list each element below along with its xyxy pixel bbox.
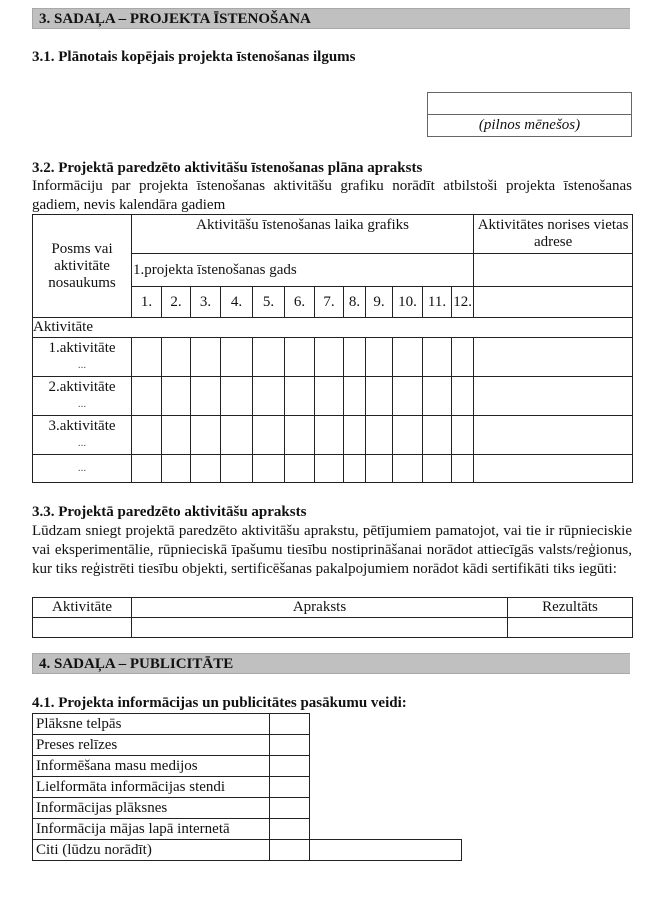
activity-name-cell[interactable] — [33, 338, 132, 377]
month-cell[interactable] — [221, 416, 253, 455]
month-cell[interactable] — [285, 455, 315, 483]
activity-ellipsis: ... — [77, 398, 87, 410]
activity-name-cell[interactable] — [33, 416, 132, 455]
address-cell[interactable] — [474, 338, 633, 377]
month-cell[interactable] — [253, 338, 285, 377]
month-cell[interactable] — [191, 455, 221, 483]
duration-box — [427, 92, 632, 137]
list-item — [33, 714, 462, 735]
spacer — [310, 777, 462, 798]
publicity-checkbox[interactable] — [270, 840, 310, 861]
month-cell[interactable] — [423, 338, 452, 377]
publicity-type-label: Informācijas plāksnes — [33, 798, 270, 819]
month-header: 6. — [285, 287, 315, 318]
group-label: Aktivitāte — [33, 318, 633, 338]
month-header: 4. — [221, 287, 253, 318]
month-cell[interactable] — [285, 377, 315, 416]
publicity-checkbox[interactable] — [270, 798, 310, 819]
table-row — [33, 416, 633, 455]
activity-name-cell[interactable] — [33, 377, 132, 416]
publicity-type-label: Informēšana masu medijos — [33, 756, 270, 777]
col-schedule-header: Aktivitāšu īstenošanas laika grafiks — [132, 215, 474, 254]
month-cell[interactable] — [393, 416, 423, 455]
spacer — [310, 756, 462, 777]
header-activity: Aktivitāte — [33, 598, 132, 618]
list-item — [33, 819, 462, 840]
month-cell[interactable] — [344, 416, 366, 455]
publicity-type-label: Informācija mājas lapā internetā — [33, 819, 270, 840]
s33-title: 3.3. Projektā paredzēto aktivitāšu apraksts — [32, 504, 307, 520]
activity-ellipsis: ... — [77, 437, 87, 449]
duration-input[interactable] — [428, 93, 632, 115]
s33-description: Lūdzam sniegt projektā paredzēto aktivitāšu aprakstu, pētījumiem pamatojot, vai tie ir rūpnieciskie vai eksperimentālie, rūpnieciskā īpašumu tiesību nostiprināšanai norādot attiecīgās valsts/reģionus, kur tiks reģistrēti tiesību objekti, sertificēšanas pakalpojumiem norādot kādi sertifikāti tiks iegūti: — [32, 523, 632, 577]
month-cell[interactable] — [315, 338, 344, 377]
activity-description-table — [32, 597, 633, 638]
month-cell[interactable] — [344, 455, 366, 483]
month-cell[interactable] — [285, 416, 315, 455]
month-cell[interactable] — [315, 455, 344, 483]
month-header: 7. — [315, 287, 344, 318]
section-4-header: 4. SADAĻA – PUBLICITĀTE — [32, 653, 630, 674]
publicity-checkbox[interactable] — [270, 756, 310, 777]
address-cell[interactable] — [474, 287, 633, 318]
header-result: Rezultāts — [508, 598, 633, 618]
month-cell[interactable] — [315, 416, 344, 455]
month-header: 10. — [393, 287, 423, 318]
month-cell[interactable] — [423, 377, 452, 416]
list-item — [33, 756, 462, 777]
s41-title: 4.1. Projekta informācijas un publicitātes pasākumu veidi: — [32, 695, 407, 711]
month-cell[interactable] — [162, 416, 191, 455]
month-header: 11. — [423, 287, 452, 318]
month-cell[interactable] — [393, 455, 423, 483]
col-address-header: Aktivitātes norises vietas adrese — [474, 215, 633, 254]
activity-ellipsis: ... — [77, 462, 87, 474]
spacer — [310, 819, 462, 840]
spacer — [310, 798, 462, 819]
header-description: Apraksts — [132, 598, 508, 618]
spacer — [310, 735, 462, 756]
month-cell[interactable] — [423, 455, 452, 483]
month-cell[interactable] — [366, 455, 393, 483]
activity-name: 1.aktivitāte — [48, 340, 116, 356]
month-cell[interactable] — [162, 338, 191, 377]
month-cell[interactable] — [191, 377, 221, 416]
month-header: 3. — [191, 287, 221, 318]
month-cell[interactable] — [162, 455, 191, 483]
publicity-type-label: Lielformāta informācijas stendi — [33, 777, 270, 798]
table-row — [33, 338, 633, 377]
month-cell[interactable] — [452, 377, 474, 416]
month-cell[interactable] — [285, 338, 315, 377]
section-3-header: 3. SADAĻA – PROJEKTA ĪSTENOŠANA — [32, 8, 630, 29]
publicity-types-table — [32, 713, 462, 861]
month-cell[interactable] — [132, 377, 162, 416]
publicity-checkbox[interactable] — [270, 819, 310, 840]
month-cell[interactable] — [191, 338, 221, 377]
month-header: 5. — [253, 287, 285, 318]
month-cell[interactable] — [423, 416, 452, 455]
month-header: 12. — [452, 287, 474, 318]
month-cell[interactable] — [191, 416, 221, 455]
publicity-checkbox[interactable] — [270, 777, 310, 798]
month-cell[interactable] — [253, 377, 285, 416]
month-cell[interactable] — [366, 338, 393, 377]
month-cell[interactable] — [344, 377, 366, 416]
month-cell[interactable] — [221, 455, 253, 483]
activity-plan-table — [32, 214, 633, 483]
other-specify-input[interactable] — [310, 840, 462, 861]
month-cell[interactable] — [132, 338, 162, 377]
month-header: 9. — [366, 287, 393, 318]
list-item — [33, 777, 462, 798]
activity-name: 2.aktivitāte — [48, 379, 116, 395]
publicity-checkbox[interactable] — [270, 714, 310, 735]
month-cell[interactable] — [452, 416, 474, 455]
list-item — [33, 840, 462, 861]
month-cell[interactable] — [132, 455, 162, 483]
month-cell[interactable] — [393, 377, 423, 416]
month-cell[interactable] — [452, 455, 474, 483]
address-cell[interactable] — [474, 254, 633, 287]
description-cell[interactable] — [132, 618, 508, 638]
s32-title: 3.2. Projektā paredzēto aktivitāšu īstenošanas plāna apraksts — [32, 160, 423, 176]
s32-description: Informāciju par projekta īstenošanas aktivitāšu grafiku norādīt atbilstoši projekta īstenošanas gadiem, nevis kalendāra gadiem — [32, 178, 632, 213]
month-header: 8. — [344, 287, 366, 318]
month-cell[interactable] — [221, 377, 253, 416]
month-cell[interactable] — [344, 338, 366, 377]
month-cell[interactable] — [366, 416, 393, 455]
address-cell[interactable] — [474, 455, 633, 483]
result-cell[interactable] — [508, 618, 633, 638]
month-cell[interactable] — [452, 338, 474, 377]
month-cell[interactable] — [132, 416, 162, 455]
address-cell[interactable] — [474, 416, 633, 455]
list-item — [33, 798, 462, 819]
publicity-checkbox[interactable] — [270, 735, 310, 756]
spacer — [310, 714, 462, 735]
month-header: 1. — [132, 287, 162, 318]
activity-cell[interactable] — [33, 618, 132, 638]
col-stage-header: Posms vai aktivitāte nosaukums — [33, 215, 132, 318]
list-item — [33, 735, 462, 756]
year-label: 1.projekta īstenošanas gads — [132, 254, 474, 287]
publicity-type-label: Plāksne telpās — [33, 714, 270, 735]
month-cell[interactable] — [315, 377, 344, 416]
publicity-type-label: Citi (lūdzu norādīt) — [33, 840, 270, 861]
month-cell[interactable] — [253, 455, 285, 483]
duration-unit-label: (pilnos mēnešos) — [428, 115, 632, 137]
s31-title: 3.1. Plānotais kopējais projekta īstenošanas ilgums — [32, 49, 356, 65]
table-row — [33, 377, 633, 416]
month-cell[interactable] — [162, 377, 191, 416]
month-header: 2. — [162, 287, 191, 318]
activity-ellipsis: ... — [77, 359, 87, 371]
month-cell[interactable] — [366, 377, 393, 416]
activity-name: 3.aktivitāte — [48, 418, 116, 434]
month-cell[interactable] — [253, 416, 285, 455]
address-cell[interactable] — [474, 377, 633, 416]
table-row — [33, 455, 633, 483]
publicity-type-label: Preses relīzes — [33, 735, 270, 756]
activity-name-cell[interactable] — [33, 455, 132, 483]
month-cell[interactable] — [221, 338, 253, 377]
month-cell[interactable] — [393, 338, 423, 377]
